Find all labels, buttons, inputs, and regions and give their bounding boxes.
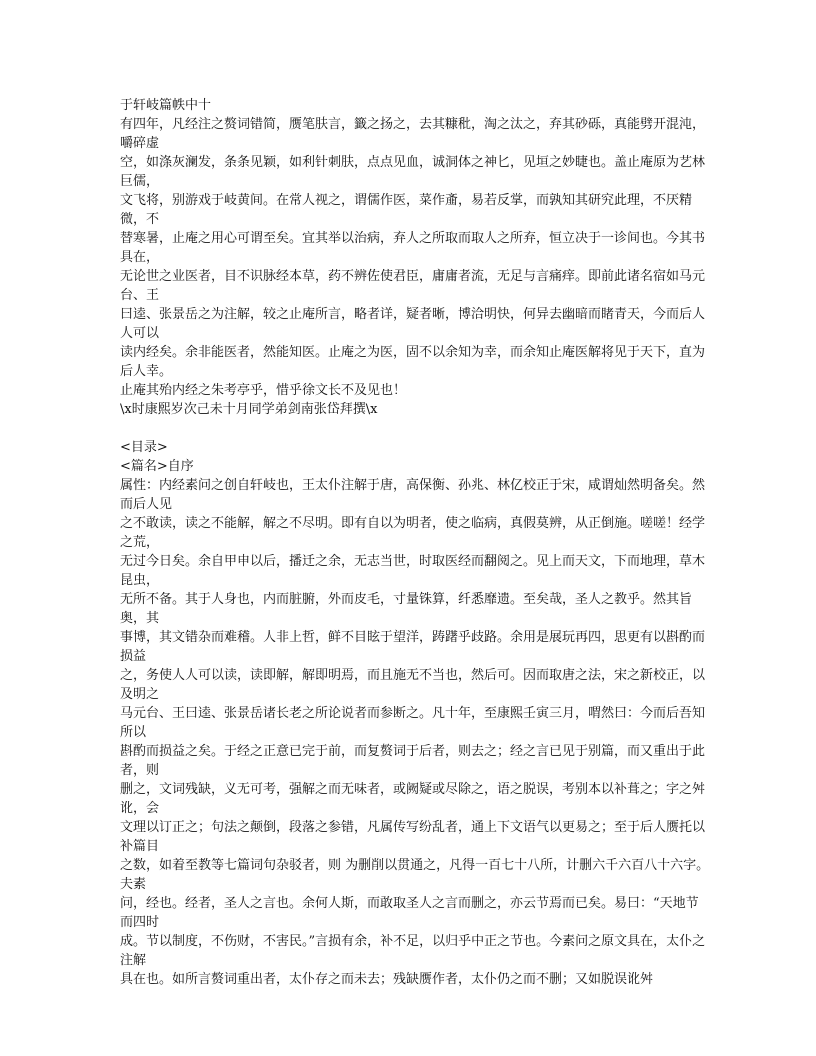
body-line: 事博，其文错杂而难稽。人非上哲，鲜不目眩于望洋，踌躇乎歧路。余用是展玩再四，思更有以斟酌而损益	[120, 630, 706, 664]
body-line: 之数，如着至教等七篇词句杂驳者，则 为删削以贯通之，凡得一百七十八所，计删六千六百八十六字。夫素	[120, 858, 710, 892]
body-line: 无过今日矣。余自甲申以后，播迁之余，无志当世，时取医经而翻阅之。见上而天文，下而地理，草木昆虫，	[120, 554, 706, 588]
body-line: 斟酌而损益之矣。于经之正意已完于前，而复赘词于后者，则去之；经之言已见于别篇，而又重出于此者，则	[120, 744, 706, 778]
body-line: 之，务使人人可以读，读即解，解即明焉，而且施无不当也，然后可。因而取唐之法，宋之新校正，以及明之	[120, 668, 706, 702]
preface-line: 于轩岐篇帙中十	[120, 98, 212, 113]
body-line: 文理以订正之；句法之颠倒，段落之参错，凡属传写纷乱者，通上下文语气以更易之；至于后人赝托以补篇目	[120, 820, 706, 854]
body-line: 之不敢读，读之不能解，解之不尽明。即有自以为明者，使之临病，真假莫辨，从正倒施。嗟嗟！经学之荒，	[120, 516, 706, 550]
body-line: 无所不备。其于人身也，内而脏腑，外而皮毛，寸量铢算，纤悉靡遗。至矣哉，圣人之教乎。然其旨奥，其	[120, 592, 693, 626]
preface-line: 止庵其殆内经之朱考亭乎，惜乎徐文长不及见也！	[120, 383, 407, 398]
preface-block	[120, 96, 710, 419]
document-page	[120, 96, 710, 989]
preface-line: 曰逵、张景岳之为注解，较之止庵所言，略者详，疑者晰，博洽明快，何异去幽暗而睹青天，今而后人人可以	[120, 307, 706, 341]
preface-signature: \x时康熙岁次己未十月同学弟剑南张岱拜撰\x	[120, 402, 378, 417]
body-line: 成。节以制度，不伤财，不害民。”言损有余，补不足，以归乎中正之节也。今素问之原文具在，太仆之注解	[120, 934, 706, 968]
preface-line: 空，如涤灰澜发，条条见颖，如利针刺肤，点点见血，诚洞体之神匕，见垣之妙睫也。盖止庵原为艺林巨儒，	[120, 155, 706, 189]
preface-line: 文飞将，别游戏于岐黄间。在常人视之，谓儒作医，菜作齑，易若反掌，而孰知其研究此理，不厌精微，不	[120, 193, 693, 227]
preface-line: 有四年，凡经注之赘词错简，赝笔肤言，籤之扬之，去其糠秕，淘之汰之，弃其砂砾，真能劈开混沌，嚼碎虚	[120, 117, 706, 151]
preface-line: 替寒暑，止庵之用心可谓至矣。宜其举以治病，弃人之所取而取人之所弃，恒立决于一诊间也。今其书具在，	[120, 231, 706, 265]
body-line: 具在也。如所言赘词重出者，太仆存之而未去；残缺赝作者，太仆仍之而不删；又如脱误讹舛	[120, 972, 654, 987]
body-line: 删之，文词残缺，义无可考，强解之而无味者，或阙疑或尽除之，语之脱误，考别本以补葺之；字之舛讹，会	[120, 782, 706, 816]
preface-line: 无论世之业医者，目不识脉经本草，药不辨佐使君臣，庸庸者流，无足与言痛痒。即前此诸名宿如马元台、王	[120, 269, 706, 303]
body-line: 马元台、王曰逵、张景岳诸长老之所论说者而参断之。凡十年，至康熙壬寅三月，喟然曰：今而后吾知所以	[120, 706, 706, 740]
section-title: <篇名>自序	[120, 459, 194, 474]
body-line: 问，经也。经者，圣人之言也。余何人斯，而敢取圣人之言而删之，亦云节焉而已矣。易曰：“天地节而四时	[120, 896, 699, 930]
contents-block	[120, 438, 710, 989]
body-line: 属性：内经素问之创自轩岐也，王太仆注解于唐，高保衡、孙兆、林亿校正于宋，咸谓灿然明备矣。然而后人见	[120, 478, 706, 512]
contents-heading: <目录>	[120, 440, 168, 455]
blank-line	[120, 419, 710, 438]
preface-line: 读内经矣。余非能医者，然能知医。止庵之为医，固不以余知为幸，而余知止庵医解将见于天下，直为后人幸。	[120, 345, 706, 379]
